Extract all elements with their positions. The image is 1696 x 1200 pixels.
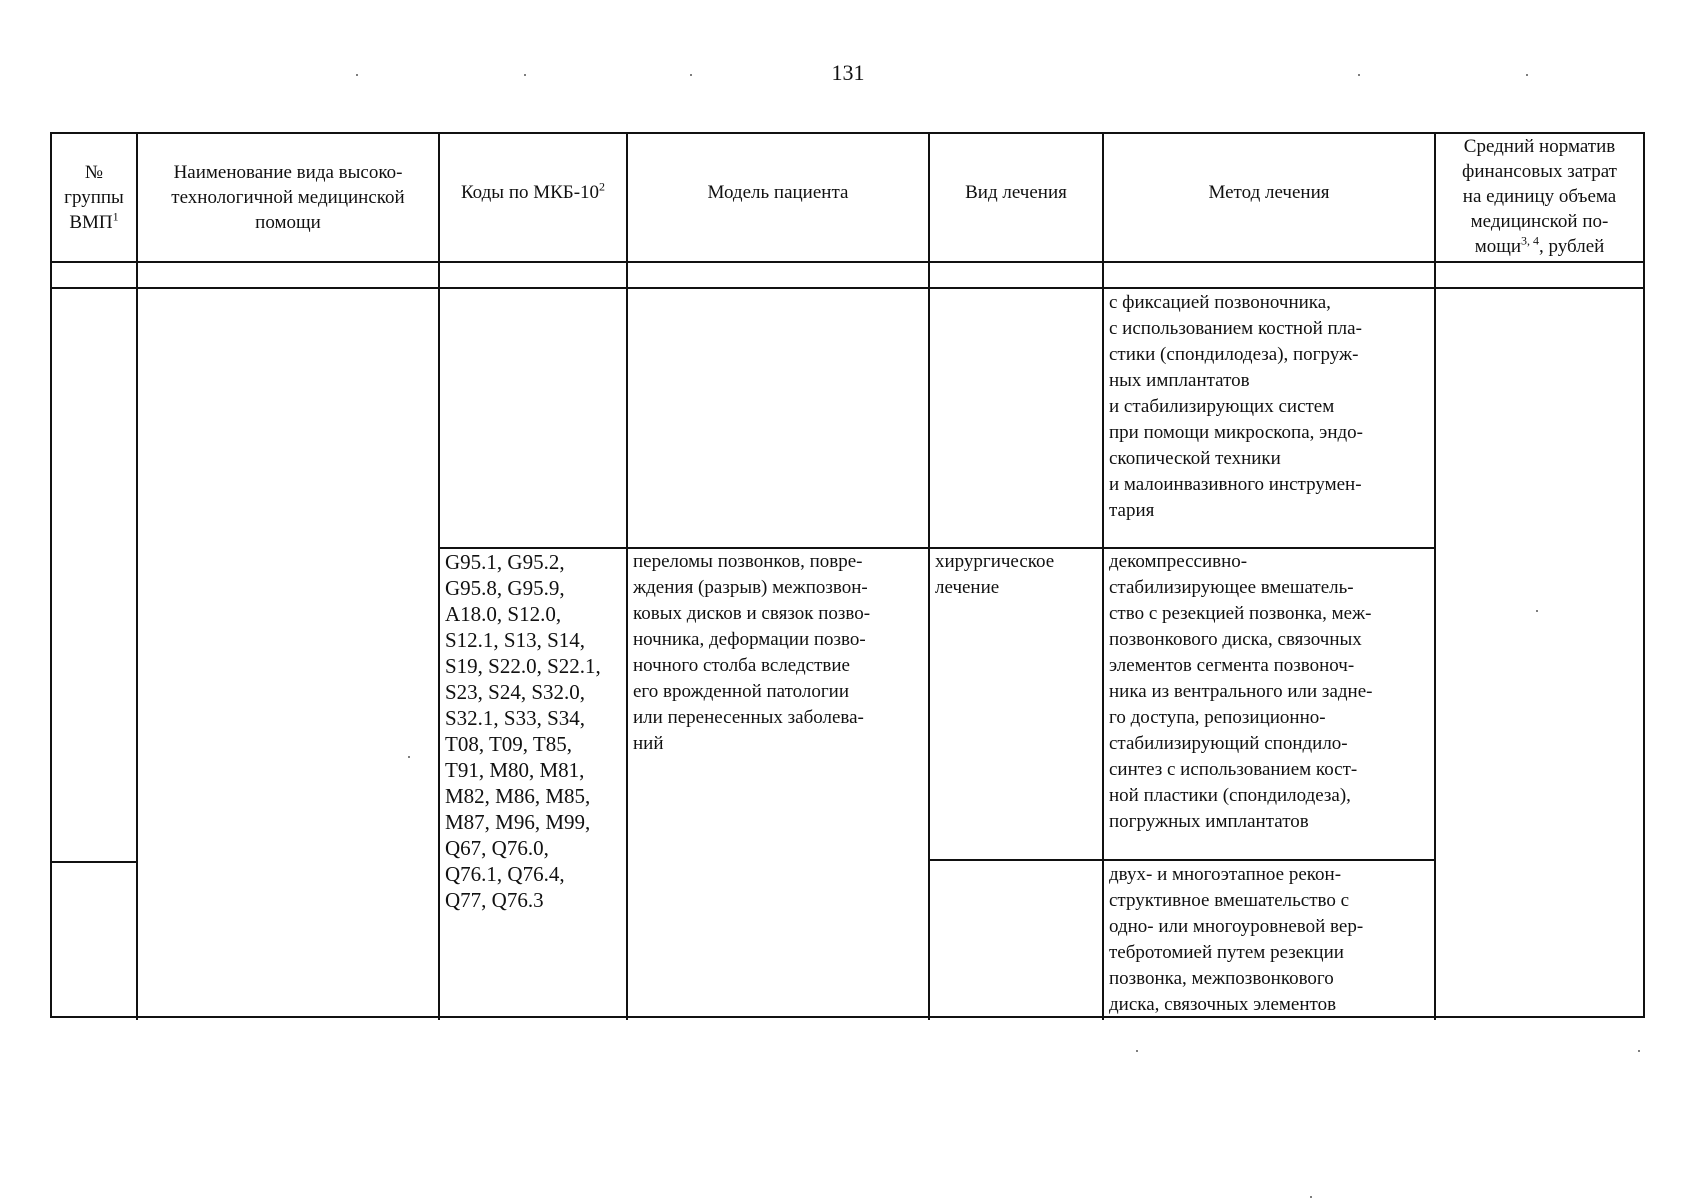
header-treatment-type: Вид лечения [965, 182, 1067, 203]
header-cost [1436, 134, 1643, 261]
scan-speck [1310, 1196, 1312, 1198]
header-codes [440, 134, 626, 261]
header-cost-footnote: 3, 4 [1521, 233, 1540, 248]
group-col-row-line [52, 861, 136, 863]
scan-speck [690, 74, 692, 76]
row-2-patient-model: переломы позвонков, повре- ждения (разрыв) межпозвон- ковых дисков и связок позво- ночника, деформации позво- ночного столба вследствие его врожденной патологии или перенесенных заболева- ний [633, 551, 871, 754]
page-number: 131 [831, 60, 865, 85]
header-bottom-line [52, 261, 1643, 263]
scan-speck [1526, 74, 1528, 76]
medical-care-table [50, 132, 1645, 1018]
header-cost-label: Средний норматив финансовых затрат на единицу объема медицинской по- мощи [1462, 136, 1617, 257]
row-2-treatment-type: хирургическое лечение [935, 551, 1055, 598]
header-patient-model: Модель пациента [707, 182, 849, 203]
header-type-name: Наименование вида высоко- технологичной медицинской помощи [171, 162, 405, 233]
scan-speck [524, 74, 526, 76]
numbering-row-line [52, 287, 1643, 289]
header-group-number [52, 134, 136, 261]
row-2-treatment-method: декомпрессивно- стабилизирующее вмешатель- ство с резекцией позвонка, меж- позвонкового диска, связочных элементов сегмента позвоноч- ника из вентрального или задне- го доступа, репозиционно- стабилизирующий спондило- синтез с использованием кост- ной пластики (спондилодеза), погружных имплантатов [1109, 551, 1373, 832]
header-codes-label: Коды по МКБ-10 [460, 182, 600, 203]
row-3-treatment-method: двух- и многоэтапное рекон- структивное вмешательство с одно- или многоуровневой вер- тебротомией путем резекции позвонка, межпозвонкового диска, связочных элементов [1109, 864, 1364, 1015]
scan-speck [1638, 1050, 1640, 1052]
header-group-number-symbol: № [84, 162, 104, 183]
row-2-bottom-line [928, 859, 1434, 861]
row-2-icd-codes: G95.1, G95.2, G95.8, G95.9, A18.0, S12.0, S12.1, S13, S14, S19, S22.0, S22.1, S23, S24, S32.0, S32.1, S33, S34, T08, T09, T85, T91, M80, M81, M82, M86, M85, M87, M96, M99, Q67, Q76.0, Q76.1, Q76.4, Q77, Q76.3 [445, 550, 601, 912]
col-divider-6 [1434, 134, 1436, 1020]
scan-speck [1136, 1050, 1138, 1052]
header-cost-unit: , рублей [1539, 236, 1605, 257]
col-divider-1 [136, 134, 138, 1020]
header-group-number-footnote: 1 [112, 209, 119, 224]
row-1-treatment-method: с фиксацией позвоночника, с использованием костной пла- стики (спондилодеза), погруж- ных имплантатов и стабилизирующих систем при помощи микроскопа, эндо- скопической техники и малоинвазивного инструмен- тария [1109, 292, 1363, 521]
header-codes-footnote: 2 [599, 179, 606, 194]
header-treatment-method: Метод лечения [1208, 182, 1330, 203]
scan-speck [1536, 610, 1538, 612]
scan-speck [1358, 74, 1360, 76]
header-group-number-abbr: ВМП [69, 212, 113, 233]
header-group-number-label: группы [64, 187, 124, 208]
scan-speck [356, 74, 358, 76]
scan-speck [408, 756, 410, 758]
